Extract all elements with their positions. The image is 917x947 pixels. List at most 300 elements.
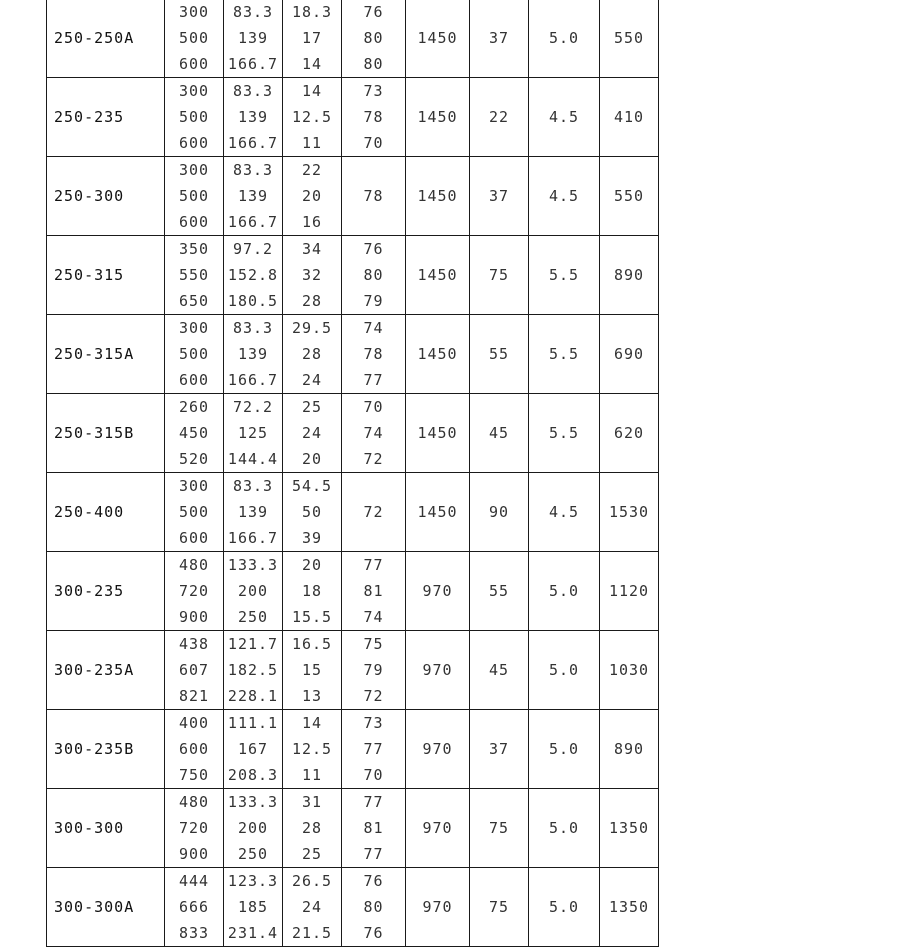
- npsh-cell-value: 4.5: [548, 108, 580, 126]
- head-cell: [283, 78, 342, 157]
- efficiency-cell: [342, 710, 406, 789]
- speed-cell: [406, 0, 470, 78]
- flow-m3h-cell-value: 350: [178, 240, 210, 258]
- speed-cell: [406, 552, 470, 631]
- power-cell: [470, 631, 529, 710]
- power-cell-value: 37: [488, 29, 510, 47]
- flow-m3h-cell-value: 607: [178, 661, 210, 679]
- flow-m3h-cell-value: 600: [178, 529, 210, 547]
- flow-ls-cell-value: 166.7: [227, 371, 279, 389]
- flow-m3h-cell-value: 480: [178, 556, 210, 574]
- flow-ls-cell-value: 166.7: [227, 55, 279, 73]
- head-cell-value: 11: [301, 134, 323, 152]
- efficiency-cell-value: 77: [363, 371, 384, 389]
- model-cell: 250-315: [47, 236, 165, 315]
- efficiency-cell-value: 77: [363, 793, 384, 811]
- flow-ls-cell-value: 83.3: [232, 3, 274, 21]
- weight-cell: [600, 315, 659, 394]
- efficiency-cell-value: 75: [363, 635, 384, 653]
- flow-m3h-cell-value: 650: [178, 292, 210, 310]
- model-cell: 300-300A: [47, 868, 165, 947]
- npsh-cell-value: 5.0: [548, 740, 580, 758]
- table-row: [47, 0, 659, 78]
- head-cell-value: 13: [301, 687, 323, 705]
- flow-ls-cell-value: 139: [237, 503, 269, 521]
- head-cell: [283, 157, 342, 236]
- flow-ls-cell-value: 166.7: [227, 213, 279, 231]
- efficiency-cell-value: 79: [363, 292, 384, 310]
- efficiency-cell-value: 70: [363, 134, 384, 152]
- head-cell-value: 22: [301, 161, 323, 179]
- head-cell-value: 54.5: [291, 477, 333, 495]
- table-row: [47, 157, 659, 236]
- power-cell: [470, 78, 529, 157]
- npsh-cell-value: 5.5: [548, 424, 580, 442]
- weight-cell-value: 1350: [608, 898, 650, 916]
- flow-m3h-cell-value: 260: [178, 398, 210, 416]
- flow-m3h-cell-value: 500: [178, 108, 210, 126]
- efficiency-cell: [342, 78, 406, 157]
- efficiency-cell-value: 74: [363, 319, 384, 337]
- flow-m3h-cell-value: 500: [178, 187, 210, 205]
- speed-cell: [406, 789, 470, 868]
- power-cell-value: 75: [488, 266, 510, 284]
- efficiency-cell-value: 77: [363, 845, 384, 863]
- head-cell-value: 20: [301, 450, 323, 468]
- model-cell: 250-400: [47, 473, 165, 552]
- head-cell-value: 11: [301, 766, 323, 784]
- flow-ls-cell-value: 139: [237, 29, 269, 47]
- efficiency-cell: [342, 236, 406, 315]
- flow-ls-cell-value: 200: [237, 582, 269, 600]
- power-cell: [470, 552, 529, 631]
- flow-ls-cell-value: 133.3: [227, 793, 279, 811]
- weight-cell: [600, 868, 659, 947]
- head-cell-value: 25: [301, 398, 323, 416]
- flow-ls-cell-value: 144.4: [227, 450, 279, 468]
- model-cell: 300-235: [47, 552, 165, 631]
- head-cell-value: 24: [301, 898, 323, 916]
- speed-cell-value: 970: [422, 898, 453, 916]
- flow-m3h-cell-value: 500: [178, 345, 210, 363]
- weight-cell: [600, 78, 659, 157]
- efficiency-cell: [342, 315, 406, 394]
- npsh-cell-value: 5.5: [548, 266, 580, 284]
- flow-ls-cell-value: 125: [237, 424, 269, 442]
- flow-m3h-cell: [165, 78, 224, 157]
- flow-m3h-cell-value: 500: [178, 503, 210, 521]
- power-cell: [470, 473, 529, 552]
- flow-m3h-cell-value: 500: [178, 29, 210, 47]
- flow-ls-cell-value: 231.4: [227, 924, 279, 942]
- head-cell-value: 39: [301, 529, 323, 547]
- head-cell-value: 17: [301, 29, 323, 47]
- efficiency-cell: [342, 631, 406, 710]
- power-cell: [470, 157, 529, 236]
- flow-ls-cell-value: 111.1: [227, 714, 279, 732]
- flow-m3h-cell-value: 600: [178, 371, 210, 389]
- head-cell: [283, 236, 342, 315]
- efficiency-cell-value: 74: [363, 608, 384, 626]
- weight-cell-value: 550: [613, 187, 645, 205]
- head-cell-value: 26.5: [291, 872, 333, 890]
- speed-cell-value: 1450: [417, 503, 458, 521]
- flow-m3h-cell-value: 480: [178, 793, 210, 811]
- efficiency-cell-value: 78: [363, 108, 384, 126]
- flow-ls-cell: [224, 394, 283, 473]
- flow-m3h-cell-value: 600: [178, 740, 210, 758]
- speed-cell: [406, 473, 470, 552]
- head-cell: [283, 552, 342, 631]
- npsh-cell-value: 5.0: [548, 819, 580, 837]
- power-cell-value: 37: [488, 740, 510, 758]
- flow-m3h-cell-value: 720: [178, 582, 210, 600]
- head-cell-value: 20: [301, 187, 323, 205]
- flow-m3h-cell: [165, 631, 224, 710]
- flow-m3h-cell-value: 600: [178, 213, 210, 231]
- table-row: [47, 631, 659, 710]
- flow-m3h-cell-value: 550: [178, 266, 210, 284]
- weight-cell: [600, 157, 659, 236]
- flow-m3h-cell-value: 400: [178, 714, 210, 732]
- flow-m3h-cell-value: 600: [178, 134, 210, 152]
- flow-m3h-cell-value: 720: [178, 819, 210, 837]
- npsh-cell: [529, 868, 600, 947]
- flow-m3h-cell-value: 520: [178, 450, 210, 468]
- speed-cell-value: 1450: [417, 29, 458, 47]
- power-cell: [470, 394, 529, 473]
- speed-cell-value: 1450: [417, 266, 458, 284]
- flow-m3h-cell-value: 833: [178, 924, 210, 942]
- npsh-cell-value: 4.5: [548, 187, 580, 205]
- flow-m3h-cell: [165, 552, 224, 631]
- speed-cell: [406, 868, 470, 947]
- speed-cell: [406, 78, 470, 157]
- head-cell-value: 18.3: [291, 3, 333, 21]
- head-cell-value: 24: [301, 371, 323, 389]
- npsh-cell: [529, 315, 600, 394]
- head-cell-value: 24: [301, 424, 323, 442]
- flow-ls-cell-value: 139: [237, 187, 269, 205]
- efficiency-cell: [342, 157, 406, 236]
- power-cell-value: 55: [488, 345, 510, 363]
- speed-cell-value: 1450: [417, 108, 458, 126]
- flow-m3h-cell-value: 300: [178, 82, 210, 100]
- flow-ls-cell: [224, 473, 283, 552]
- flow-ls-cell-value: 83.3: [232, 82, 274, 100]
- flow-m3h-cell-value: 300: [178, 3, 210, 21]
- efficiency-cell: [342, 473, 406, 552]
- flow-m3h-cell-value: 300: [178, 319, 210, 337]
- table-body: [47, 0, 659, 947]
- speed-cell: [406, 394, 470, 473]
- flow-ls-cell: [224, 789, 283, 868]
- efficiency-cell: [342, 868, 406, 947]
- table-row: [47, 78, 659, 157]
- flow-ls-cell-value: 133.3: [227, 556, 279, 574]
- flow-ls-cell-value: 152.8: [227, 266, 279, 284]
- efficiency-cell-value: 77: [363, 740, 384, 758]
- weight-cell: [600, 710, 659, 789]
- efficiency-cell-value: 77: [363, 556, 384, 574]
- weight-cell-value: 1350: [608, 819, 650, 837]
- power-cell: [470, 789, 529, 868]
- head-cell: [283, 0, 342, 78]
- npsh-cell-value: 5.0: [548, 898, 580, 916]
- flow-ls-cell-value: 121.7: [227, 635, 279, 653]
- npsh-cell-value: 5.5: [548, 345, 580, 363]
- weight-cell-value: 890: [613, 740, 645, 758]
- power-cell-value: 75: [488, 898, 510, 916]
- model-cell: 250-315A: [47, 315, 165, 394]
- weight-cell-value: 1030: [608, 661, 650, 679]
- power-cell-value: 45: [488, 424, 510, 442]
- flow-m3h-cell: [165, 315, 224, 394]
- efficiency-cell-value: 80: [363, 55, 384, 73]
- npsh-cell: [529, 394, 600, 473]
- flow-m3h-cell: [165, 473, 224, 552]
- model-cell: 300-300: [47, 789, 165, 868]
- head-cell-value: 28: [301, 819, 323, 837]
- flow-ls-cell-value: 83.3: [232, 319, 274, 337]
- speed-cell: [406, 236, 470, 315]
- table-row: [47, 710, 659, 789]
- weight-cell: [600, 473, 659, 552]
- weight-cell-value: 620: [613, 424, 645, 442]
- table-row: [47, 789, 659, 868]
- npsh-cell-value: 5.0: [548, 661, 580, 679]
- speed-cell: [406, 710, 470, 789]
- flow-ls-cell: [224, 0, 283, 78]
- npsh-cell: [529, 78, 600, 157]
- weight-cell-value: 1120: [608, 582, 650, 600]
- flow-ls-cell-value: 200: [237, 819, 269, 837]
- power-cell-value: 55: [488, 582, 510, 600]
- flow-ls-cell-value: 182.5: [227, 661, 279, 679]
- head-cell-value: 28: [301, 345, 323, 363]
- model-cell: 250-315B: [47, 394, 165, 473]
- flow-m3h-cell-value: 821: [178, 687, 210, 705]
- flow-ls-cell-value: 123.3: [227, 872, 279, 890]
- table-row: [47, 315, 659, 394]
- speed-cell-value: 1450: [417, 345, 458, 363]
- flow-m3h-cell: [165, 157, 224, 236]
- flow-ls-cell-value: 166.7: [227, 529, 279, 547]
- flow-m3h-cell: [165, 789, 224, 868]
- efficiency-cell: [342, 552, 406, 631]
- head-cell-value: 32: [301, 266, 323, 284]
- efficiency-cell-value: 76: [363, 3, 384, 21]
- power-cell: [470, 0, 529, 78]
- flow-ls-cell-value: 97.2: [232, 240, 274, 258]
- efficiency-cell-value: 81: [363, 819, 384, 837]
- flow-ls-cell: [224, 157, 283, 236]
- flow-m3h-cell: [165, 236, 224, 315]
- power-cell-value: 90: [488, 503, 510, 521]
- flow-ls-cell-value: 167: [237, 740, 269, 758]
- flow-ls-cell: [224, 236, 283, 315]
- model-cell: 300-235A: [47, 631, 165, 710]
- weight-cell: [600, 631, 659, 710]
- efficiency-cell-value: 78: [363, 345, 384, 363]
- speed-cell: [406, 157, 470, 236]
- flow-m3h-cell-value: 900: [178, 608, 210, 626]
- efficiency-cell-value: 80: [363, 29, 384, 47]
- head-cell-value: 28: [301, 292, 323, 310]
- speed-cell-value: 970: [422, 740, 453, 758]
- head-cell-value: 20: [301, 556, 323, 574]
- head-cell-value: 12.5: [291, 740, 333, 758]
- weight-cell: [600, 552, 659, 631]
- efficiency-cell-value: 70: [363, 766, 384, 784]
- power-cell-value: 45: [488, 661, 510, 679]
- flow-m3h-cell-value: 600: [178, 55, 210, 73]
- efficiency-cell-value: 73: [363, 82, 384, 100]
- speed-cell-value: 1450: [417, 187, 458, 205]
- model-cell: 250-300: [47, 157, 165, 236]
- model-cell: 300-235B: [47, 710, 165, 789]
- pump-spec-sheet: [46, 0, 659, 947]
- head-cell-value: 25: [301, 845, 323, 863]
- speed-cell-value: 1450: [417, 424, 458, 442]
- efficiency-cell-value: 72: [363, 687, 384, 705]
- head-cell: [283, 394, 342, 473]
- head-cell-value: 31: [301, 793, 323, 811]
- head-cell-value: 14: [301, 714, 323, 732]
- head-cell-value: 29.5: [291, 319, 333, 337]
- flow-ls-cell-value: 180.5: [227, 292, 279, 310]
- head-cell-value: 50: [301, 503, 323, 521]
- efficiency-cell-value: 76: [363, 240, 384, 258]
- weight-cell: [600, 394, 659, 473]
- flow-m3h-cell: [165, 394, 224, 473]
- power-cell: [470, 868, 529, 947]
- head-cell-value: 15.5: [291, 608, 333, 626]
- speed-cell: [406, 631, 470, 710]
- flow-m3h-cell-value: 750: [178, 766, 210, 784]
- head-cell: [283, 710, 342, 789]
- npsh-cell-value: 5.0: [548, 582, 580, 600]
- power-cell-value: 22: [488, 108, 510, 126]
- head-cell-value: 18: [301, 582, 323, 600]
- head-cell-value: 16.5: [291, 635, 333, 653]
- head-cell-value: 12.5: [291, 108, 333, 126]
- flow-m3h-cell-value: 444: [178, 872, 210, 890]
- flow-m3h-cell: [165, 0, 224, 78]
- efficiency-cell: [342, 394, 406, 473]
- npsh-cell: [529, 789, 600, 868]
- flow-ls-cell-value: 83.3: [232, 477, 274, 495]
- npsh-cell: [529, 0, 600, 78]
- efficiency-cell: [342, 789, 406, 868]
- efficiency-cell-value: 76: [363, 872, 384, 890]
- table-row: [47, 394, 659, 473]
- table-row: [47, 552, 659, 631]
- table-row: [47, 868, 659, 947]
- flow-m3h-cell-value: 438: [178, 635, 210, 653]
- flow-m3h-cell-value: 300: [178, 477, 210, 495]
- efficiency-cell-value: 74: [363, 424, 384, 442]
- table-row: [47, 236, 659, 315]
- efficiency-cell-value: 72: [363, 503, 384, 521]
- speed-cell: [406, 315, 470, 394]
- flow-m3h-cell-value: 450: [178, 424, 210, 442]
- weight-cell-value: 1530: [608, 503, 650, 521]
- weight-cell: [600, 0, 659, 78]
- flow-ls-cell: [224, 315, 283, 394]
- efficiency-cell-value: 70: [363, 398, 384, 416]
- efficiency-cell: [342, 0, 406, 78]
- speed-cell-value: 970: [422, 661, 453, 679]
- flow-ls-cell: [224, 552, 283, 631]
- flow-ls-cell: [224, 868, 283, 947]
- head-cell: [283, 868, 342, 947]
- head-cell: [283, 631, 342, 710]
- npsh-cell: [529, 157, 600, 236]
- power-cell-value: 37: [488, 187, 510, 205]
- flow-ls-cell-value: 250: [237, 608, 269, 626]
- flow-ls-cell-value: 166.7: [227, 134, 279, 152]
- npsh-cell: [529, 236, 600, 315]
- npsh-cell-value: 5.0: [548, 29, 580, 47]
- head-cell-value: 14: [301, 55, 323, 73]
- flow-ls-cell-value: 228.1: [227, 687, 279, 705]
- flow-ls-cell: [224, 631, 283, 710]
- flow-ls-cell-value: 250: [237, 845, 269, 863]
- flow-m3h-cell: [165, 868, 224, 947]
- efficiency-cell-value: 73: [363, 714, 384, 732]
- flow-ls-cell: [224, 710, 283, 789]
- power-cell-value: 75: [488, 819, 510, 837]
- power-cell: [470, 236, 529, 315]
- npsh-cell: [529, 631, 600, 710]
- table-row: [47, 473, 659, 552]
- npsh-cell: [529, 552, 600, 631]
- flow-ls-cell-value: 185: [237, 898, 269, 916]
- flow-m3h-cell-value: 666: [178, 898, 210, 916]
- efficiency-cell-value: 72: [363, 450, 384, 468]
- head-cell: [283, 315, 342, 394]
- speed-cell-value: 970: [422, 582, 453, 600]
- flow-m3h-cell-value: 900: [178, 845, 210, 863]
- head-cell-value: 14: [301, 82, 323, 100]
- pump-performance-table: [46, 0, 659, 947]
- npsh-cell: [529, 710, 600, 789]
- model-cell: 250-235: [47, 78, 165, 157]
- npsh-cell: [529, 473, 600, 552]
- efficiency-cell-value: 81: [363, 582, 384, 600]
- efficiency-cell-value: 80: [363, 266, 384, 284]
- head-cell-value: 21.5: [291, 924, 333, 942]
- flow-ls-cell-value: 139: [237, 108, 269, 126]
- weight-cell: [600, 789, 659, 868]
- flow-m3h-cell-value: 300: [178, 161, 210, 179]
- efficiency-cell-value: 80: [363, 898, 384, 916]
- flow-ls-cell-value: 139: [237, 345, 269, 363]
- head-cell-value: 16: [301, 213, 323, 231]
- npsh-cell-value: 4.5: [548, 503, 580, 521]
- efficiency-cell-value: 78: [363, 187, 384, 205]
- head-cell: [283, 789, 342, 868]
- flow-ls-cell-value: 72.2: [232, 398, 274, 416]
- flow-ls-cell-value: 83.3: [232, 161, 274, 179]
- efficiency-cell-value: 76: [363, 924, 384, 942]
- speed-cell-value: 970: [422, 819, 453, 837]
- flow-ls-cell: [224, 78, 283, 157]
- power-cell: [470, 710, 529, 789]
- power-cell: [470, 315, 529, 394]
- efficiency-cell-value: 79: [363, 661, 384, 679]
